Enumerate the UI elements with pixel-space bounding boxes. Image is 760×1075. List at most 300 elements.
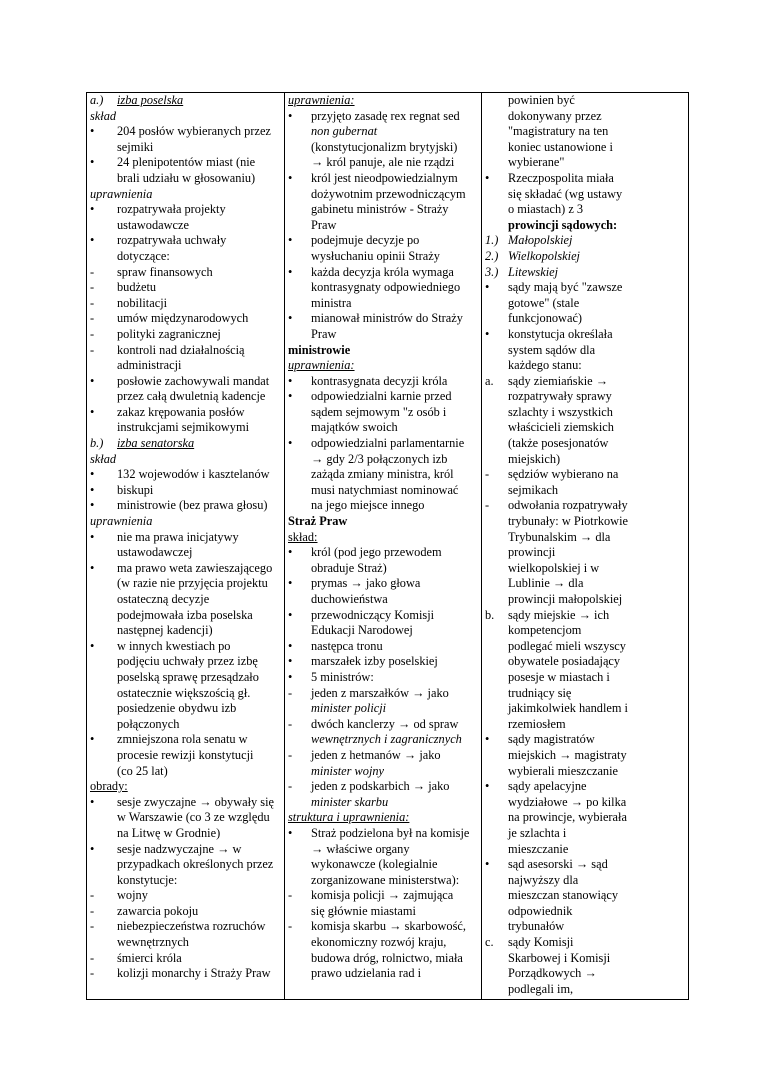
line-text: dokonywany przez	[508, 108, 602, 123]
line-text: mieszczan stanowiący	[508, 888, 619, 903]
list-marker: -	[90, 903, 95, 918]
list-item	[90, 732, 281, 748]
line-text: (co 25 lat)	[117, 763, 168, 778]
line-text: wybierali mieszczanie	[508, 763, 619, 778]
text-line	[288, 701, 478, 717]
text-line	[485, 483, 685, 499]
list-marker: 2.)	[485, 248, 499, 263]
text-line	[485, 155, 685, 171]
text-line	[288, 358, 478, 374]
line-text: posłowie zachowywali mandat	[117, 373, 270, 388]
line-text: król (pod jego przewodem	[311, 545, 442, 560]
text-line	[288, 202, 478, 218]
list-item	[288, 389, 478, 405]
line-text: szlachty i wszystkich	[508, 404, 613, 419]
text-line	[485, 592, 685, 608]
list-item	[485, 732, 685, 748]
bullet-marker: •	[90, 638, 95, 653]
text-line	[288, 140, 478, 156]
text-line	[288, 327, 478, 343]
text-line	[485, 748, 685, 764]
line-text: ostatecznie większością gł.	[117, 685, 251, 700]
line-text: trudniący się	[508, 685, 572, 700]
list-item	[288, 233, 478, 249]
text-line	[90, 873, 281, 889]
list-item	[90, 155, 281, 171]
line-text: Wielkopolskiej	[508, 248, 580, 263]
text-line	[485, 982, 685, 998]
list-item	[90, 280, 281, 296]
line-text: Straż Praw	[288, 514, 348, 529]
line-text: ministrowie	[288, 342, 351, 357]
line-text: non gubernat	[311, 124, 378, 139]
line-text: podejmuje decyzje po	[311, 233, 420, 248]
text-line	[485, 623, 685, 639]
line-text: (także posesjonatów	[508, 436, 609, 451]
bullet-marker: •	[90, 373, 95, 388]
text-line	[288, 904, 478, 920]
line-text: (w razie nie przyjęcia projektu	[117, 576, 268, 591]
line-text: (konstytucjonalizm brytyjski)	[311, 139, 458, 154]
text-line	[288, 420, 478, 436]
line-text: obrady:	[90, 779, 128, 794]
bullet-marker: •	[288, 576, 293, 591]
list-item	[90, 233, 281, 249]
line-text: sesje nadzwyczajne → w	[117, 841, 242, 856]
line-text: Praw	[311, 326, 337, 341]
text-line	[90, 452, 281, 468]
list-marker: 1.)	[485, 233, 499, 248]
bullet-marker: •	[288, 373, 293, 388]
list-item	[485, 498, 685, 514]
line-text: nobilitacji	[117, 295, 168, 310]
bullet-marker: •	[288, 170, 293, 185]
list-item	[288, 717, 478, 733]
list-marker: -	[90, 280, 95, 295]
line-text: Litewskiej	[508, 264, 559, 279]
text-line	[485, 218, 685, 234]
text-line	[485, 343, 685, 359]
line-text: Skarbowej i Komisji	[508, 950, 611, 965]
bullet-marker: •	[288, 436, 293, 451]
line-text: Edukacji Narodowej	[311, 623, 413, 638]
list-item	[288, 888, 478, 904]
line-text: sędziów wybierano na	[508, 467, 619, 482]
line-text: uprawnienia	[90, 186, 153, 201]
text-line	[288, 966, 478, 982]
line-text: wielkopolskiej i w	[508, 560, 600, 575]
line-text: musi natychmiast nominować	[311, 482, 459, 497]
line-text: właścicieli ziemskich	[508, 420, 614, 435]
text-line	[90, 576, 281, 592]
bullet-marker: •	[90, 841, 95, 856]
line-text: posesje w miastach i	[508, 669, 610, 684]
line-text: sądy ziemiańskie →	[508, 373, 609, 388]
line-text: minister policji	[311, 701, 387, 716]
bullet-marker: •	[90, 794, 95, 809]
line-text: o miastach) z 3	[508, 202, 584, 217]
bullet-marker: •	[288, 825, 293, 840]
list-marker: -	[485, 498, 490, 513]
line-text: najwyższy dla	[508, 872, 579, 887]
text-line	[90, 686, 281, 702]
line-text: król jest nieodpowiedzialnym	[311, 170, 458, 185]
list-item	[288, 670, 478, 686]
line-text: zorganizowane ministerstwa):	[311, 872, 460, 887]
line-text: sądy apelacyjne	[508, 779, 587, 794]
line-text: się głównie miastami	[311, 903, 416, 918]
line-text: umów międzynarodowych	[117, 311, 249, 326]
line-text: minister skarbu	[311, 794, 389, 809]
line-text: rozpatrywała uchwały	[117, 233, 227, 248]
line-text: zażąda zmiany ministra, król	[311, 467, 454, 482]
list-item	[288, 171, 478, 187]
text-line	[485, 202, 685, 218]
line-text: izba senatorska	[117, 436, 195, 451]
bullet-marker: •	[288, 607, 293, 622]
line-text: spraw finansowych	[117, 264, 213, 279]
text-line	[288, 187, 478, 203]
line-text: obraduje Straż)	[311, 560, 387, 575]
bullet-marker: •	[90, 732, 95, 747]
bullet-marker: •	[90, 233, 95, 248]
line-text: funkcjonować)	[508, 311, 583, 326]
line-text: kompetencjom	[508, 623, 582, 638]
bullet-marker: •	[90, 155, 95, 170]
line-text: sądy mają być "zawsze	[508, 280, 623, 295]
line-text: prawo udzielania rad i	[311, 966, 422, 981]
list-item	[90, 498, 281, 514]
line-text: koniec ustanowione i	[508, 139, 613, 154]
list-item	[90, 124, 281, 140]
line-text: uprawnienia:	[288, 358, 355, 373]
line-text: posiedzenie obydwu izb	[117, 701, 237, 716]
line-text: dwóch kanclerzy → od spraw	[311, 716, 459, 731]
bullet-marker: •	[485, 326, 490, 341]
line-text: procesie rewizji konstytucji	[117, 747, 254, 762]
line-text: sejmiki	[117, 139, 154, 154]
line-text: kontrasygnaty odpowiedniego	[311, 280, 461, 295]
line-text: struktura i uprawnienia:	[288, 810, 410, 825]
line-text: kolizji monarchy i Straży Praw	[117, 966, 271, 981]
text-line	[288, 498, 478, 514]
text-line	[485, 888, 685, 904]
line-text: podjęciu uchwały przez izbę	[117, 654, 258, 669]
list-item	[485, 857, 685, 873]
list-item	[485, 171, 685, 187]
text-line	[485, 140, 685, 156]
bullet-marker: •	[288, 311, 293, 326]
text-line	[485, 951, 685, 967]
line-text: przyjęto zasadę rex regnat sed	[311, 108, 460, 123]
line-text: komisja policji → zajmująca	[311, 888, 454, 903]
bullet-marker: •	[485, 779, 490, 794]
text-line	[288, 857, 478, 873]
list-item	[288, 608, 478, 624]
line-text: minister wojny	[311, 763, 385, 778]
bullet-marker: •	[288, 389, 293, 404]
text-line	[485, 717, 685, 733]
text-line	[485, 795, 685, 811]
list-item	[90, 265, 281, 281]
list-item	[90, 202, 281, 218]
line-text: sądem sejmowym "z osób i	[311, 404, 447, 419]
text-line	[485, 124, 685, 140]
text-line	[288, 764, 478, 780]
list-marker: -	[288, 919, 293, 934]
line-text: każda decyzja króla wymaga	[311, 264, 454, 279]
bullet-marker: •	[288, 545, 293, 560]
text-line	[485, 109, 685, 125]
text-line	[485, 452, 685, 468]
list-item	[90, 919, 281, 935]
line-text: brali udziału w głosowaniu)	[117, 170, 256, 185]
list-marker: a.	[485, 373, 494, 388]
line-text: Trybunalskim → dla	[508, 529, 611, 544]
list-item	[90, 405, 281, 421]
bullet-marker: •	[90, 404, 95, 419]
line-text: w Warszawie (co 3 ze względu	[117, 810, 270, 825]
list-marker: 3.)	[485, 264, 499, 279]
line-text: zakaz krępowania posłów	[117, 404, 245, 419]
list-item	[288, 436, 478, 452]
text-line	[90, 592, 281, 608]
text-line	[485, 436, 685, 452]
line-text: wysłuchaniu opinii Straży	[311, 248, 440, 263]
line-text: przewodniczący Komisji	[311, 607, 435, 622]
line-text: Rzeczpospolita miała	[508, 170, 614, 185]
list-item	[288, 748, 478, 764]
text-line	[90, 779, 281, 795]
bullet-marker: •	[288, 669, 293, 684]
column-left	[87, 93, 285, 1000]
text-line	[485, 561, 685, 577]
bullet-marker: •	[485, 732, 490, 747]
text-line	[485, 296, 685, 312]
bullet-marker: •	[288, 233, 293, 248]
line-text: system sądów dla	[508, 342, 596, 357]
text-line	[90, 857, 281, 873]
line-text: skład	[90, 451, 117, 466]
text-line	[288, 483, 478, 499]
text-line	[90, 218, 281, 234]
list-item	[90, 311, 281, 327]
line-text: w innych kwestiach po	[117, 638, 231, 653]
list-item	[90, 436, 281, 452]
text-line	[90, 717, 281, 733]
bullet-marker: •	[288, 654, 293, 669]
list-item	[485, 779, 685, 795]
list-item	[90, 561, 281, 577]
text-line	[288, 873, 478, 889]
line-text: wydziałowe → po kilka	[508, 794, 627, 809]
line-text: marszałek izby poselskiej	[311, 654, 438, 669]
text-line	[90, 171, 281, 187]
text-line	[90, 764, 281, 780]
line-text: konstytucja określała	[508, 326, 613, 341]
list-item	[288, 265, 478, 281]
text-line	[90, 701, 281, 717]
column-right	[482, 93, 689, 1000]
list-item	[90, 888, 281, 904]
line-text: miejskich → magistraty	[508, 747, 627, 762]
bullet-marker: •	[90, 498, 95, 513]
line-text: miejskich)	[508, 451, 561, 466]
line-text: dożywotnim przewodniczącym	[311, 186, 466, 201]
line-text: ekonomiczny rozwój kraju,	[311, 935, 447, 950]
text-line	[485, 701, 685, 717]
list-item	[90, 93, 281, 109]
list-item	[90, 530, 281, 546]
list-item	[485, 608, 685, 624]
text-line	[288, 343, 478, 359]
line-text: na prowincje, wybierała	[508, 810, 627, 825]
text-line	[288, 623, 478, 639]
list-item	[485, 280, 685, 296]
line-text: gabinetu ministrów - Straży	[311, 202, 449, 217]
bullet-marker: •	[485, 280, 490, 295]
line-text: ministrowie (bez prawa głosu)	[117, 498, 268, 513]
list-item	[90, 639, 281, 655]
list-item	[90, 343, 281, 359]
text-line	[485, 358, 685, 374]
text-line	[485, 639, 685, 655]
line-text: ostateczną decyzje	[117, 592, 210, 606]
list-marker: -	[90, 264, 95, 279]
line-text: prymas → jako głowa	[311, 576, 421, 591]
line-text: wykonawcze (kolegialnie	[311, 857, 438, 872]
line-text: wojny	[117, 888, 148, 903]
line-text: jeden z podskarbich → jako	[311, 779, 450, 794]
line-text: Lublinie → dla	[508, 576, 584, 591]
text-line	[485, 670, 685, 686]
text-line	[485, 420, 685, 436]
text-line	[90, 249, 281, 265]
line-text: polityki zagranicznej	[117, 326, 221, 341]
text-line	[90, 545, 281, 561]
list-marker: -	[288, 747, 293, 762]
list-item	[90, 951, 281, 967]
bullet-marker: •	[90, 529, 95, 544]
line-text: na Litwę w Grodnie)	[117, 825, 221, 840]
line-text: Małopolskiej	[508, 233, 573, 248]
list-marker: -	[288, 779, 293, 794]
text-line	[288, 842, 478, 858]
text-line	[90, 935, 281, 951]
text-line	[485, 654, 685, 670]
line-text: odpowiedzialni parlamentarnie	[311, 436, 465, 451]
text-line	[288, 514, 478, 530]
bullet-marker: •	[90, 124, 95, 139]
list-item	[288, 779, 478, 795]
line-text: dotyczące:	[117, 248, 170, 263]
text-line	[485, 187, 685, 203]
line-text: majątków swoich	[311, 420, 398, 435]
bullet-marker: •	[485, 857, 490, 872]
list-item	[485, 265, 685, 281]
list-item	[90, 296, 281, 312]
list-item	[90, 842, 281, 858]
text-line	[485, 93, 685, 109]
line-text: poselską sprawę przesądzało	[117, 669, 259, 684]
list-marker: -	[288, 716, 293, 731]
line-text: wybierane"	[508, 155, 565, 170]
line-text: niebezpieczeństwa rozruchów	[117, 919, 266, 934]
list-item	[90, 467, 281, 483]
line-text: następca tronu	[311, 638, 383, 653]
text-line	[288, 592, 478, 608]
line-text: Porządkowych →	[508, 966, 597, 981]
text-line	[485, 826, 685, 842]
text-line	[90, 826, 281, 842]
line-text: rzemiosłem	[508, 716, 566, 731]
line-text: zawarcia pokoju	[117, 903, 199, 918]
list-marker: -	[90, 311, 95, 326]
line-text: ministra	[311, 295, 352, 310]
line-text: skład	[90, 108, 117, 123]
list-item	[288, 109, 478, 125]
text-line	[90, 514, 281, 530]
text-line	[288, 561, 478, 577]
list-marker: -	[90, 342, 95, 357]
line-text: → król panuje, ale nie rządzi	[311, 155, 455, 170]
bullet-marker: •	[90, 467, 95, 482]
list-marker: c.	[485, 935, 494, 950]
text-line	[90, 109, 281, 125]
line-text: → gdy 2/3 połączonych izb	[311, 451, 448, 466]
line-text: Straż podzielona był na komisje	[311, 825, 470, 840]
line-text: trybunałów	[508, 919, 565, 934]
line-text: sądy miejskie → ich	[508, 607, 610, 622]
line-text: prowincji małopolskiej	[508, 592, 623, 606]
list-item	[90, 904, 281, 920]
text-line	[288, 249, 478, 265]
line-text: izba poselska	[117, 93, 184, 107]
line-text: prowincji sądowych:	[508, 217, 618, 232]
line-text: podlegali im,	[508, 981, 574, 996]
line-text: rozpatrywała projekty	[117, 202, 226, 217]
line-text: instrukcjami sejmikowymi	[117, 420, 249, 435]
text-line	[90, 654, 281, 670]
line-text: ma prawo weta zawieszającego	[117, 560, 273, 575]
line-text: wewnętrznych i zagranicznych	[311, 732, 462, 747]
line-text: następnej kadencji)	[117, 623, 213, 638]
list-item	[485, 233, 685, 249]
line-text: duchowieństwa	[311, 592, 388, 606]
line-text: je szlachta i	[508, 825, 567, 840]
text-line	[485, 405, 685, 421]
line-text: kontroli nad działalnością	[117, 342, 245, 357]
column-middle	[285, 93, 482, 1000]
list-item	[485, 327, 685, 343]
list-item	[90, 483, 281, 499]
bullet-marker: •	[288, 264, 293, 279]
text-line	[90, 608, 281, 624]
text-line	[288, 296, 478, 312]
text-line	[485, 530, 685, 546]
line-text: 5 ministrów:	[311, 669, 374, 684]
text-line	[90, 420, 281, 436]
bullet-marker: •	[485, 170, 490, 185]
list-item	[288, 545, 478, 561]
line-text: skład:	[288, 529, 318, 544]
text-line	[288, 795, 478, 811]
text-line	[485, 576, 685, 592]
line-text: na jego miejsce innego	[311, 498, 425, 513]
line-text: sejmikach	[508, 482, 559, 497]
line-text: trybunały: w Piotrkowie	[508, 514, 628, 529]
list-item	[288, 374, 478, 390]
